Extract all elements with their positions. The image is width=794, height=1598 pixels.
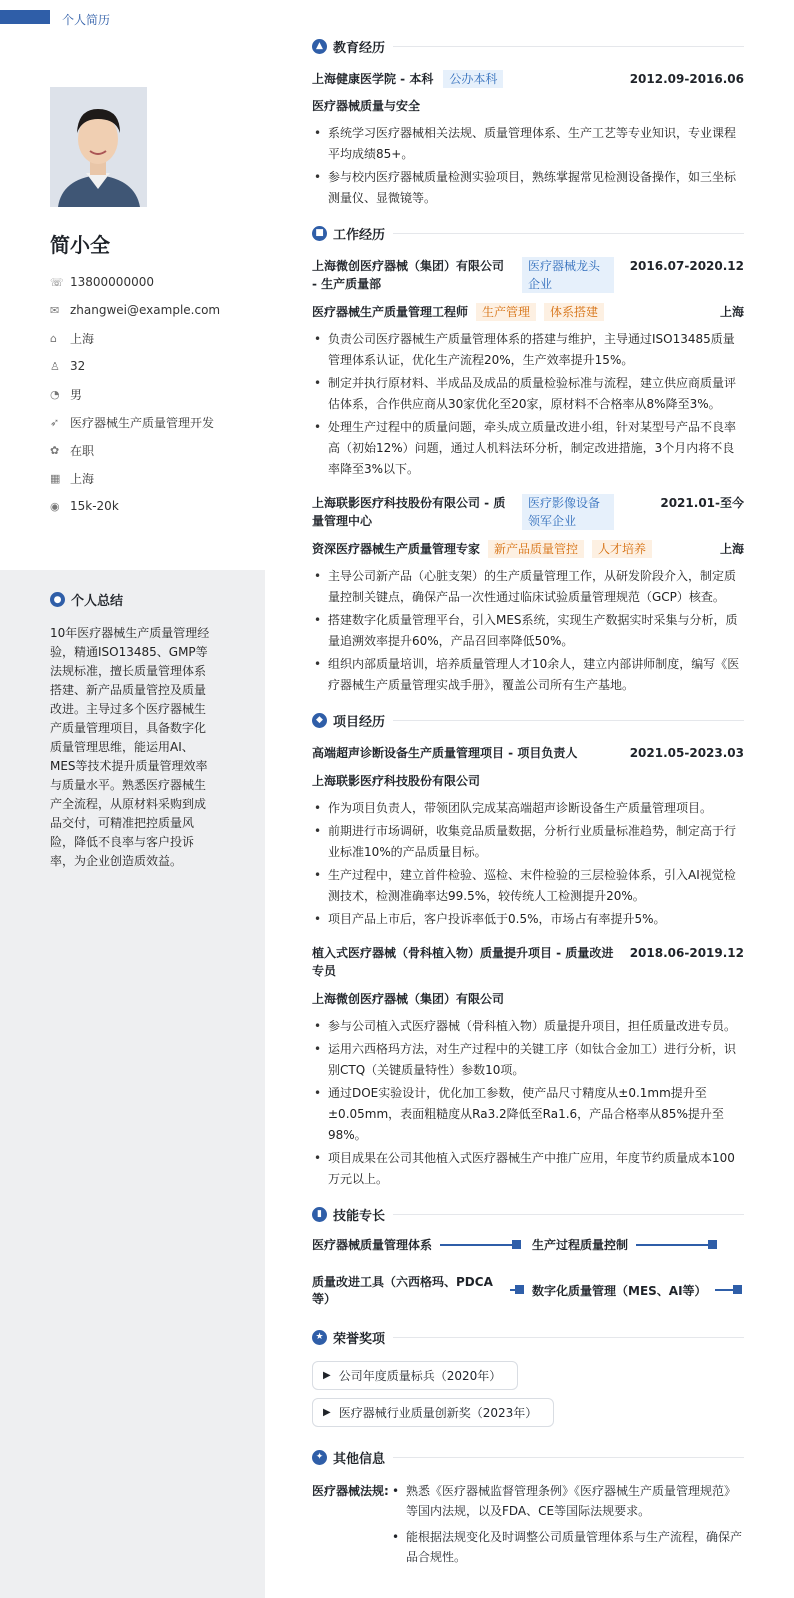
skill-item: [532, 1236, 744, 1253]
bullet-item: • 能根据法规变化及时调整公司质量管理体系与生产流程，确保产品合规性。: [390, 1527, 744, 1567]
skill-item: [312, 1273, 524, 1307]
info-text: 15k-20k: [70, 499, 119, 513]
major: 医疗器械质量与安全: [312, 99, 421, 113]
avatar-illustration: [50, 87, 147, 207]
job-role-row: [312, 303, 744, 321]
education-title: 教育经历: [333, 40, 386, 56]
job-date: 2021.01-至今: [660, 496, 744, 510]
info-text: 医疗器械生产质量管理开发: [70, 415, 215, 430]
job-role: 医疗器械生产质量管理工程师: [312, 305, 469, 319]
project-name: 植入式医疗器械（骨科植入物）质量提升项目 - 质量改进专员: [312, 946, 614, 978]
main-content: [312, 36, 744, 1573]
job-entry: [312, 257, 744, 480]
other-bullets: [390, 1481, 744, 1573]
bullet-item: • 运用六西格玛方法，对生产过程中的关键工序（如钛合金加工）进行分析，识别CTQ（关键质量特性）参数10项。: [312, 1039, 744, 1081]
divider: [393, 1457, 744, 1458]
award-item: [312, 1398, 554, 1427]
bullet-item: • 作为项目负责人，带领团队完成某高端超声诊断设备生产质量管理项目。: [312, 798, 744, 819]
skills-title: 技能专长: [333, 1208, 386, 1224]
divider: [393, 1337, 744, 1338]
company-tag: 医疗影像设备领军企业: [522, 494, 614, 530]
building-icon: ▦: [50, 471, 61, 485]
bullet-item: • 搭建数字化质量管理平台，引入MES系统，实现生产数据实时采集与分析，质量追溯效率提升60%，产品召回率降低50%。: [312, 610, 744, 652]
avatar-photo: [50, 87, 147, 207]
divider: [393, 720, 744, 721]
project-org-row: [312, 990, 744, 1008]
bullet-item: • 项目成果在公司其他植入式医疗器械生产中推广应用，年度节约质量成本100万元以上。: [312, 1148, 744, 1190]
info-text: 在职: [70, 443, 95, 458]
skills-grid: [312, 1236, 744, 1307]
job-org: [312, 494, 614, 530]
projects-title: 项目经历: [333, 714, 386, 730]
education-section-heading: [312, 36, 744, 56]
skill-item: [312, 1236, 524, 1253]
awards-list: [312, 1361, 744, 1435]
job-org: [312, 257, 614, 293]
divider: [393, 1214, 744, 1215]
document-title: 个人简历: [62, 13, 111, 27]
age-icon: ♙: [50, 359, 60, 373]
info-row: [50, 408, 260, 436]
company-name: 上海微创医疗器械（集团）有限公司 - 生产质量部: [312, 259, 505, 291]
bullet-item: • 负责公司医疗器械生产质量管理体系的搭建与维护，主导通过ISO13485质量管理体系认证，优化生产流程20%，生产效率提升15%。: [312, 329, 744, 371]
job-bullets: [312, 329, 744, 480]
mail-icon: ✉: [50, 303, 60, 317]
role-tag: 生产管理: [476, 303, 536, 321]
bullet-item: • 系统学习医疗器械相关法规、质量管理体系、生产工艺等专业知识，专业课程平均成绩85+。: [312, 123, 744, 165]
bullet-item: • 组织内部质量培训，培养质量管理人才10余人，建立内部讲师制度，编写《医疗器械生产质量管理实战手册》，覆盖公司所有生产基地。: [312, 654, 744, 696]
bullet-item: • 制定并执行原材料、半成品及成品的质量检验标准与流程，建立供应商质量评估体系，合作供应商从30家优化至20家，原材料不合格率从8%降至3%。: [312, 373, 744, 415]
project-date: 2021.05-2023.03: [629, 746, 744, 760]
bullet-item: • 处理生产过程中的质量问题，牵头成立质量改进小组，针对某型号产品不良率高（初始12%）问题，通过人机料法环分析，制定改进措施，3个月内将不良率降至3%以下。: [312, 417, 744, 480]
bullet-item: • 参与公司植入式医疗器械（骨科植入物）质量提升项目，担任质量改进专员。: [312, 1016, 744, 1037]
job-entry: [312, 494, 744, 696]
award-text: 医疗器械行业质量创新奖（2023年）: [338, 1406, 538, 1420]
info-row: [50, 296, 260, 324]
company-tag: 医疗器械龙头企业: [522, 257, 614, 293]
bullet-item: • 主导公司新产品（心脏支架）的生产质量管理工作，从研发阶段介入，制定质量控制关键点，确保产品一次性通过临床试验质量管理规范（GCP）核查。: [312, 566, 744, 608]
gender-icon: ◔: [50, 387, 60, 401]
other-section-heading: [312, 1447, 744, 1467]
divider: [393, 46, 744, 47]
play-icon: ▶: [323, 1370, 331, 1381]
divider: [393, 233, 744, 234]
skill-level-bar: [636, 1244, 717, 1246]
awards-section-heading: [312, 1327, 744, 1347]
job-role-row: [312, 540, 744, 558]
school-name: 上海健康医学院 - 本科: [312, 72, 434, 86]
jobs-list: [312, 257, 744, 696]
info-row: [50, 268, 260, 296]
award-item: [312, 1361, 518, 1390]
project-head: [312, 944, 744, 980]
job-role-group: [312, 540, 652, 558]
job-date: 2016.07-2020.12: [629, 259, 744, 273]
bar-chart-icon: ▮: [312, 1207, 327, 1222]
projects-list: [312, 744, 744, 1190]
medal-icon: ★: [312, 1330, 327, 1345]
project-date: 2018.06-2019.12: [629, 946, 744, 960]
role-tag: 新产品质量管控: [488, 540, 584, 558]
home-icon: ⌂: [50, 331, 57, 345]
education-major-row: [312, 97, 744, 115]
salary-icon: ◉: [50, 499, 60, 513]
summary-heading: [50, 590, 123, 609]
other-label: 医疗器械法规:: [312, 1484, 389, 1498]
project-entry: [312, 944, 744, 1190]
other-info-row: [312, 1481, 744, 1573]
project-icon: ◆: [312, 713, 327, 728]
project-bullets: [312, 1016, 744, 1190]
project-entry: [312, 744, 744, 930]
project-org-row: [312, 772, 744, 790]
info-text: 男: [70, 387, 83, 402]
project-bullets: [312, 798, 744, 930]
bullet-item: • 项目产品上市后，客户投诉率低于0.5%，市场占有率提升5%。: [312, 909, 744, 930]
send-icon: ➶: [50, 415, 60, 429]
education-bullets: [312, 123, 744, 209]
award-row: [312, 1361, 744, 1398]
job-city: 上海: [719, 305, 744, 319]
info-row: [50, 352, 260, 380]
title-accent-bar: [0, 10, 50, 24]
info-text: zhangwei@example.com: [70, 303, 221, 317]
skill-level-bar: [510, 1289, 524, 1291]
award-text: 公司年度质量标兵（2020年）: [338, 1369, 502, 1383]
skill-level-bar: [440, 1244, 521, 1246]
bullet-item: • 前期进行市场调研，收集竞品质量数据，分析行业质量标准趋势，制定高于行业标准10%的产品质量目标。: [312, 821, 744, 863]
skill-name: 质量改进工具（六西格玛、PDCA等）: [312, 1275, 493, 1306]
job-role: 资深医疗器械生产质量管理专家: [312, 542, 481, 556]
project-org: 上海微创医疗器械（集团）有限公司: [312, 992, 505, 1006]
company-name: 上海联影医疗科技股份有限公司 - 质量管理中心: [312, 496, 506, 528]
skill-level-bar: [715, 1289, 742, 1291]
project-org: 上海联影医疗科技股份有限公司: [312, 774, 481, 788]
bullet-item: • 生产过程中，建立首件检验、巡检、末件检验的三层检验体系，引入AI视觉检测技术，检测准确率达99.5%，较传统人工检测提升20%。: [312, 865, 744, 907]
bullet-item: • 通过DOE实验设计，优化加工参数，使产品尺寸精度从±0.1mm提升至±0.05mm，表面粗糙度从Ra3.2降低至Ra1.6，产品合格率从85%提升至98%。: [312, 1083, 744, 1146]
info-text: 13800000000: [70, 275, 154, 289]
skill-item: [532, 1273, 744, 1307]
education-date: 2012.09-2016.06: [629, 72, 744, 86]
info-text: 32: [70, 359, 86, 373]
info-text: 上海: [70, 331, 95, 346]
skill-name: 医疗器械质量管理体系: [312, 1238, 433, 1252]
skill-name: 数字化质量管理（MES、AI等）: [532, 1283, 707, 1298]
project-head: [312, 744, 744, 762]
job-city: 上海: [719, 542, 744, 556]
job-role-group: [312, 303, 604, 321]
project-name: 高端超声诊断设备生产质量管理项目 - 项目负责人: [312, 746, 578, 760]
skill-name: 生产过程质量控制: [532, 1238, 629, 1252]
skills-section-heading: [312, 1204, 744, 1224]
summary-title-text: 个人总结: [71, 594, 124, 609]
play-icon: ▶: [323, 1407, 331, 1418]
projects-section-heading: [312, 710, 744, 730]
contact-info-list: [50, 268, 260, 520]
info-row: [50, 324, 260, 352]
work-title: 工作经历: [333, 227, 386, 243]
info-row: [50, 492, 260, 520]
school-tag: 公办本科: [443, 70, 503, 88]
role-tag: 体系搭建: [544, 303, 604, 321]
education-entry-head: [312, 70, 744, 88]
bullet-item: • 熟悉《医疗器械监督管理条例》《医疗器械生产质量管理规范》等国内法规，以及FDA、CE等国际法规要求。: [390, 1481, 744, 1521]
briefcase-icon: ■: [312, 226, 327, 241]
other-info-icon: ✦: [312, 1450, 327, 1465]
role-tag: 人才培养: [592, 540, 652, 558]
award-row: [312, 1398, 744, 1435]
work-section-heading: [312, 223, 744, 243]
bullet-item: • 参与校内医疗器械质量检测实验项目，熟练掌握常见检测设备操作，如三坐标测量仪、显微镜等。: [312, 167, 744, 209]
summary-text: 10年医疗器械生产质量管理经验，精通ISO13485、GMP等法规标准，擅长质量管理体系搭建、新产品质量管控及质量改进。主导过多个医疗器械生产质量管理项目，具备数字化质量管理思维，能运用AI、MES等技术提升质量管理效率与质量水平。熟悉医疗器械生产全流程，从原材料采购到成品交付，可精准把控质量风险，降低不良率与客户投诉率，为企业创造质效益。: [50, 626, 210, 868]
candidate-name: 简小全: [50, 233, 110, 257]
phone-icon: ☏: [50, 275, 64, 289]
info-text: 上海: [70, 471, 95, 486]
job-head: [312, 494, 744, 530]
info-row: [50, 436, 260, 464]
person-icon: ●: [50, 592, 65, 607]
graduation-cap-icon: ▲: [312, 39, 327, 54]
job-bullets: [312, 566, 744, 696]
status-icon: ✿: [50, 443, 60, 457]
other-title: 其他信息: [333, 1451, 386, 1467]
awards-title: 荣誉奖项: [333, 1331, 386, 1347]
job-head: [312, 257, 744, 293]
info-row: [50, 464, 260, 492]
info-row: [50, 380, 260, 408]
